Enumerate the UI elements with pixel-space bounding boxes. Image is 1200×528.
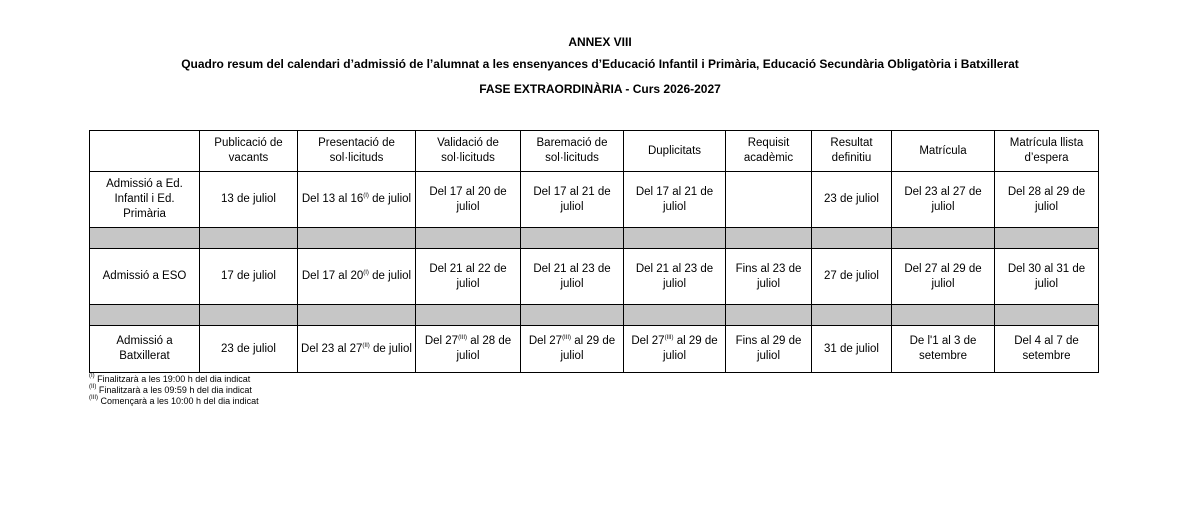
- footnote-marker: (II): [362, 342, 370, 349]
- footnote-marker: (I): [363, 270, 369, 276]
- cell-matricula: Del 27 al 29 de juliol: [892, 249, 995, 305]
- cell-duplicitats: [624, 326, 726, 373]
- phase-title: FASE EXTRAORDINÀRIA - Curs 2026-2027: [479, 82, 721, 96]
- cell-publicacio: 13 de juliol: [200, 172, 298, 228]
- footnote: [89, 396, 259, 407]
- cell-text: al 28 de juliol: [456, 335, 512, 362]
- row-label: Admissió a ESO: [90, 249, 200, 305]
- footnote-marker: (I): [363, 193, 369, 199]
- cell-text: Del 23 al 27: [301, 342, 363, 355]
- header-presentacio: Presentació de sol·licituds: [298, 131, 416, 172]
- cell-validacio: Del 17 al 20 de juliol: [416, 172, 521, 228]
- footnote-text: Començarà a les 10:00 h del dia indicat: [98, 396, 259, 406]
- footnote-marker: (III): [562, 335, 572, 341]
- header-validacio: Validació de sol·licituds: [416, 131, 521, 172]
- cell-text: Del 27: [424, 335, 459, 347]
- table-row: [90, 172, 1099, 228]
- annex-title: ANNEX VIII: [568, 35, 632, 49]
- cell-publicacio: 23 de juliol: [200, 326, 298, 373]
- cell-validacio: Del 21 al 22 de juliol: [416, 249, 521, 305]
- cell-text: de juliol: [368, 193, 412, 205]
- document-title: Quadro resum del calendari d’admissió de l’alumnat a les ensenyances d’Educació Infantil i Primària, Educació Secundària Obligatòria i Batxillerat: [181, 57, 1019, 71]
- table-row: [90, 249, 1099, 305]
- footnote: [89, 385, 259, 396]
- footnote-marker: (III): [664, 335, 674, 341]
- footnote-text: Finalitzarà a les 19:00 h del dia indicat: [94, 374, 251, 384]
- footnote: [89, 374, 259, 385]
- header-baremacio: Baremació de sol·licituds: [521, 131, 624, 172]
- footnote-marker: (III): [458, 335, 468, 341]
- header-publicacio: Publicació de vacants: [200, 131, 298, 172]
- cell-text: Del 17 al 20: [301, 270, 364, 282]
- cell-resultat: 27 de juliol: [812, 249, 892, 305]
- header-llista: Matrícula llista d’espera: [995, 131, 1099, 172]
- cell-llista: Del 30 al 31 de juliol: [995, 249, 1099, 305]
- cell-text: Del 27: [528, 335, 563, 347]
- cell-baremacio: Del 21 al 23 de juliol: [521, 249, 624, 305]
- row-label: Admissió a Batxillerat: [90, 326, 200, 373]
- footnote-marker: (I): [89, 373, 95, 379]
- cell-text: de juliol: [369, 342, 412, 355]
- cell-requisit: [726, 172, 812, 228]
- header-matricula: Matrícula: [892, 131, 995, 172]
- corner-cell: [90, 131, 200, 172]
- cell-presentacio: [298, 172, 416, 228]
- cell-text: Del 13 al 16: [301, 193, 364, 205]
- cell-matricula: Del 23 al 27 de juliol: [892, 172, 995, 228]
- cell-baremacio: Del 17 al 21 de juliol: [521, 172, 624, 228]
- separator-row: [90, 305, 1099, 326]
- cell-resultat: 31 de juliol: [812, 326, 892, 373]
- cell-text: de juliol: [368, 270, 412, 282]
- cell-text: Del 27: [631, 335, 665, 347]
- cell-llista: Del 28 al 29 de juliol: [995, 172, 1099, 228]
- separator-row: [90, 228, 1099, 249]
- cell-duplicitats: Del 17 al 21 de juliol: [624, 172, 726, 228]
- cell-text: al 29 de juliol: [560, 335, 616, 362]
- cell-baremacio: [521, 326, 624, 373]
- cell-llista: Del 4 al 7 de setembre: [995, 326, 1099, 373]
- cell-presentacio: [298, 326, 416, 373]
- admission-calendar-table: [89, 130, 1099, 373]
- cell-text: al 29 de juliol: [662, 335, 718, 362]
- cell-duplicitats: Del 21 al 23 de juliol: [624, 249, 726, 305]
- cell-validacio: [416, 326, 521, 373]
- header-resultat: Resultat definitiu: [812, 131, 892, 172]
- footnote-text: Finalitzarà a les 09:59 h del dia indicat: [96, 385, 252, 395]
- cell-presentacio: [298, 249, 416, 305]
- table-header-row: [90, 131, 1099, 172]
- footnote-marker: (III): [89, 395, 98, 401]
- cell-publicacio: 17 de juliol: [200, 249, 298, 305]
- cell-matricula: De l'1 al 3 de setembre: [892, 326, 995, 373]
- cell-resultat: 23 de juliol: [812, 172, 892, 228]
- footnotes: [89, 374, 259, 407]
- row-label: Admissió a Ed. Infantil i Ed. Primària: [90, 172, 200, 228]
- footnote-marker: (II): [89, 384, 97, 390]
- header-requisit: Requisit acadèmic: [726, 131, 812, 172]
- cell-requisit: Fins al 23 de juliol: [726, 249, 812, 305]
- header-duplicitats: Duplicitats: [624, 131, 726, 172]
- cell-requisit: Fins al 29 de juliol: [726, 326, 812, 373]
- table-row: [90, 326, 1099, 373]
